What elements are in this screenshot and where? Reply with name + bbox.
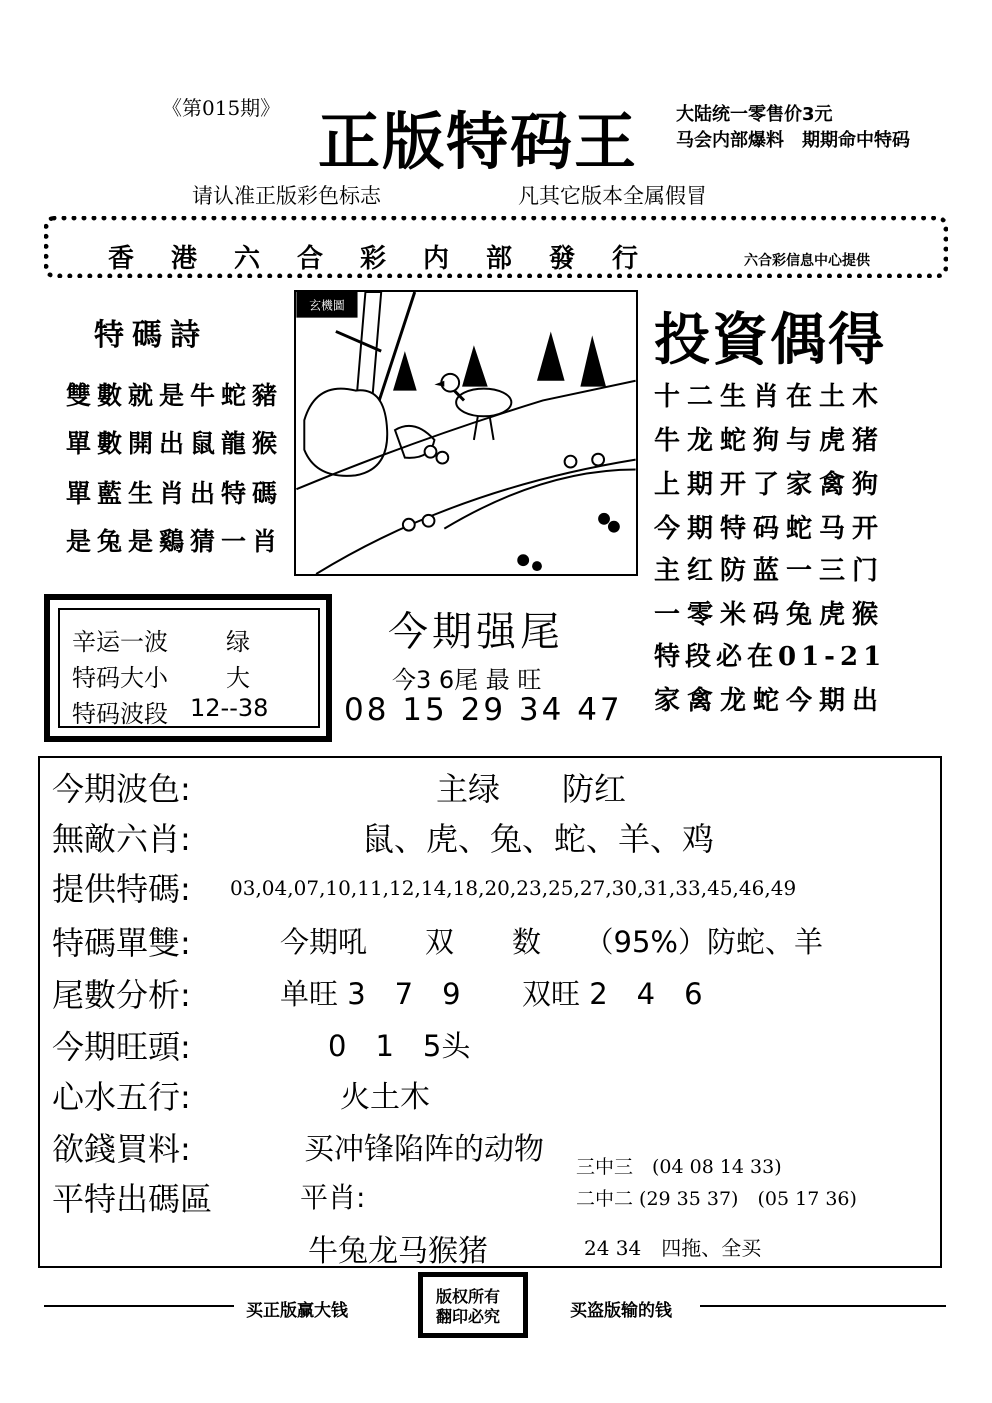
wave-color-guard: 防红 (562, 770, 627, 808)
range-label: 特码波段 (72, 700, 168, 728)
footer-slogan-left: 买正版赢大钱 (246, 1301, 348, 1321)
insider-note: 马会内部爆料 期期命中特码 (676, 130, 910, 151)
odd-even-label: 特碼單雙: (52, 924, 191, 962)
tail-analysis-label: 尾數分析: (52, 976, 191, 1014)
head-label: 今期旺頭: (52, 1028, 191, 1066)
lucky-wave-label: 辛运一波 (72, 628, 168, 656)
strong-tail-sub: 今3 6尾 最 旺 (392, 666, 542, 694)
stamp-text: 玄機圖 (309, 298, 345, 313)
three-hit: 三中三 (04 08 14 33) (576, 1156, 782, 1178)
six-zodiac-value: 鼠、虎、兔、蛇、羊、鸡 (362, 820, 715, 858)
duck-river-drawing (296, 292, 636, 574)
footer-rule-right (700, 1305, 946, 1307)
drag-note: 24 34 四拖、全买 (584, 1236, 762, 1260)
poem-line: 雙數就是牛蛇豬 (66, 381, 284, 410)
invest-line: 牛龙蛇狗与虎猪 (654, 426, 886, 456)
invest-line: 特段必在01-21 (654, 642, 887, 672)
invest-line: 十二生肖在土木 (654, 382, 886, 412)
size-value: 大 (226, 664, 250, 692)
codes-label: 提供特碼: (52, 870, 191, 908)
codes-value: 03,04,07,10,11,12,14,18,20,23,25,27,30,31,33,45,46,49 (230, 876, 797, 900)
price-note: 大陆统一零售价3元 (676, 104, 833, 125)
authentic-notice: 请认准正版彩色标志 (192, 184, 381, 208)
invest-title: 投資偶得 (654, 307, 886, 373)
tail-single: 单旺 3 7 9 (280, 977, 461, 1011)
banner-provider: 六合彩信息中心提供 (744, 253, 870, 269)
money-value: 买冲锋陷阵的动物 (304, 1132, 544, 1167)
fake-notice: 凡其它版本全属假冒 (518, 184, 707, 208)
wuxing-value: 火土木 (340, 1080, 430, 1115)
money-label: 欲錢買料: (52, 1130, 191, 1168)
strong-tail-title: 今期强尾 (388, 609, 564, 655)
copyright-line-2: 翻印必究 (436, 1307, 501, 1326)
lucky-wave-value: 绿 (226, 628, 250, 656)
wave-color-main: 主绿 (436, 770, 501, 808)
poem-title: 特碼詩 (94, 318, 208, 353)
tail-double: 双旺 2 4 6 (522, 977, 703, 1011)
size-label: 特码大小 (72, 664, 168, 692)
strong-tail-numbers: 08 15 29 34 47 (344, 692, 623, 728)
flat-label: 平特出碼區 (52, 1180, 213, 1218)
footer-rule-left (44, 1305, 234, 1307)
two-hit: 二中二 (29 35 37) (05 17 36) (576, 1188, 857, 1210)
poem-line: 單藍生肖出特碼 (66, 479, 284, 508)
wave-color-label: 今期波色: (52, 770, 191, 808)
issue-number: 《第015期》 (162, 96, 281, 120)
six-zodiac-label: 無敵六肖: (52, 820, 191, 858)
page-title: 正版特码王 (318, 105, 639, 178)
riddle-illustration (294, 290, 638, 576)
flat-animals: 牛兔龙马猴猪 (308, 1234, 488, 1269)
head-value: 0 1 5头 (328, 1029, 471, 1063)
range-value: 12--38 (190, 694, 269, 722)
flat-sub-label: 平肖: (300, 1181, 366, 1214)
invest-line: 上期开了家禽狗 (654, 470, 886, 500)
invest-line: 今期特码蛇马开 (654, 514, 886, 544)
invest-line: 主红防蓝一三门 (654, 556, 886, 586)
invest-line: 家禽龙蛇今期出 (654, 686, 886, 716)
poem-line: 是兔是鷄猜一肖 (66, 527, 284, 556)
banner-title: 香港六合彩内部發行 (108, 244, 676, 274)
wuxing-label: 心水五行: (52, 1078, 191, 1116)
invest-line: 一零米码兔虎猴 (654, 600, 886, 630)
odd-even-value: 今期吼 双 数 （95%）防蛇、羊 (280, 925, 823, 959)
copyright-line-1: 版权所有 (436, 1287, 501, 1306)
footer-slogan-right: 买盗版输的钱 (570, 1301, 672, 1321)
poem-line: 單數開出鼠龍猴 (66, 429, 284, 458)
